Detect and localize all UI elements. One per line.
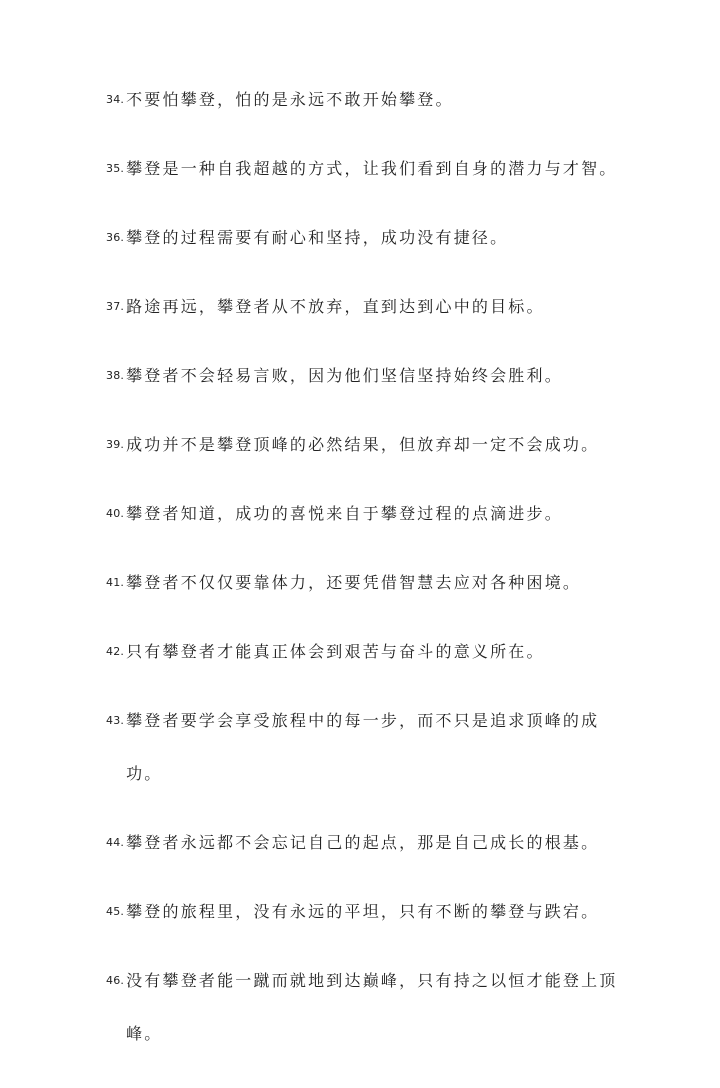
item-number: 35. (106, 162, 125, 175)
item-text: 没有攀登者能一蹴而就地到达巅峰，只有持之以恒才能登上顶峰。 (126, 971, 618, 1043)
quote-list (106, 85, 626, 1088)
item-number: 38. (106, 369, 125, 382)
item-number: 39. (106, 438, 125, 451)
list-item (106, 568, 626, 609)
item-number: 44. (106, 836, 125, 849)
item-number: 34. (106, 93, 125, 106)
item-text: 攀登者不仅仅要靠体力，还要凭借智慧去应对各种困境。 (126, 573, 582, 592)
item-number: 37. (106, 300, 125, 313)
item-text: 攀登的旅程里，没有永远的平坦，只有不断的攀登与跌宕。 (126, 902, 600, 921)
item-text: 攀登的过程需要有耐心和坚持，成功没有捷径。 (126, 228, 509, 247)
list-item (106, 292, 626, 333)
item-number: 43. (106, 714, 125, 727)
item-text: 攀登者知道，成功的喜悦来自于攀登过程的点滴进步。 (126, 504, 563, 523)
item-number: 46. (106, 974, 125, 987)
list-item (106, 828, 626, 869)
list-item (106, 499, 626, 540)
list-item (106, 430, 626, 471)
item-text: 成功并不是攀登顶峰的必然结果，但放弃却一定不会成功。 (126, 435, 600, 454)
item-number: 45. (106, 905, 125, 918)
list-item (106, 966, 626, 1060)
item-number: 36. (106, 231, 125, 244)
list-item (106, 85, 626, 126)
item-number: 40. (106, 507, 125, 520)
list-item (106, 154, 626, 195)
item-text: 攀登者不会轻易言败，因为他们坚信坚持始终会胜利。 (126, 366, 563, 385)
list-item (106, 706, 626, 800)
item-text: 只有攀登者才能真正体会到艰苦与奋斗的意义所在。 (126, 642, 545, 661)
item-text: 攀登者永远都不会忘记自己的起点，那是自己成长的根基。 (126, 833, 600, 852)
item-number: 42. (106, 645, 125, 658)
item-text: 路途再远，攀登者从不放弃，直到达到心中的目标。 (126, 297, 545, 316)
item-text: 不要怕攀登，怕的是永远不敢开始攀登。 (126, 90, 454, 109)
list-item (106, 361, 626, 402)
list-item (106, 223, 626, 264)
list-item (106, 637, 626, 678)
item-text: 攀登是一种自我超越的方式，让我们看到自身的潜力与才智。 (126, 159, 618, 178)
list-item (106, 897, 626, 938)
item-text: 攀登者要学会享受旅程中的每一步，而不只是追求顶峰的成功。 (126, 711, 600, 783)
item-number: 41. (106, 576, 125, 589)
